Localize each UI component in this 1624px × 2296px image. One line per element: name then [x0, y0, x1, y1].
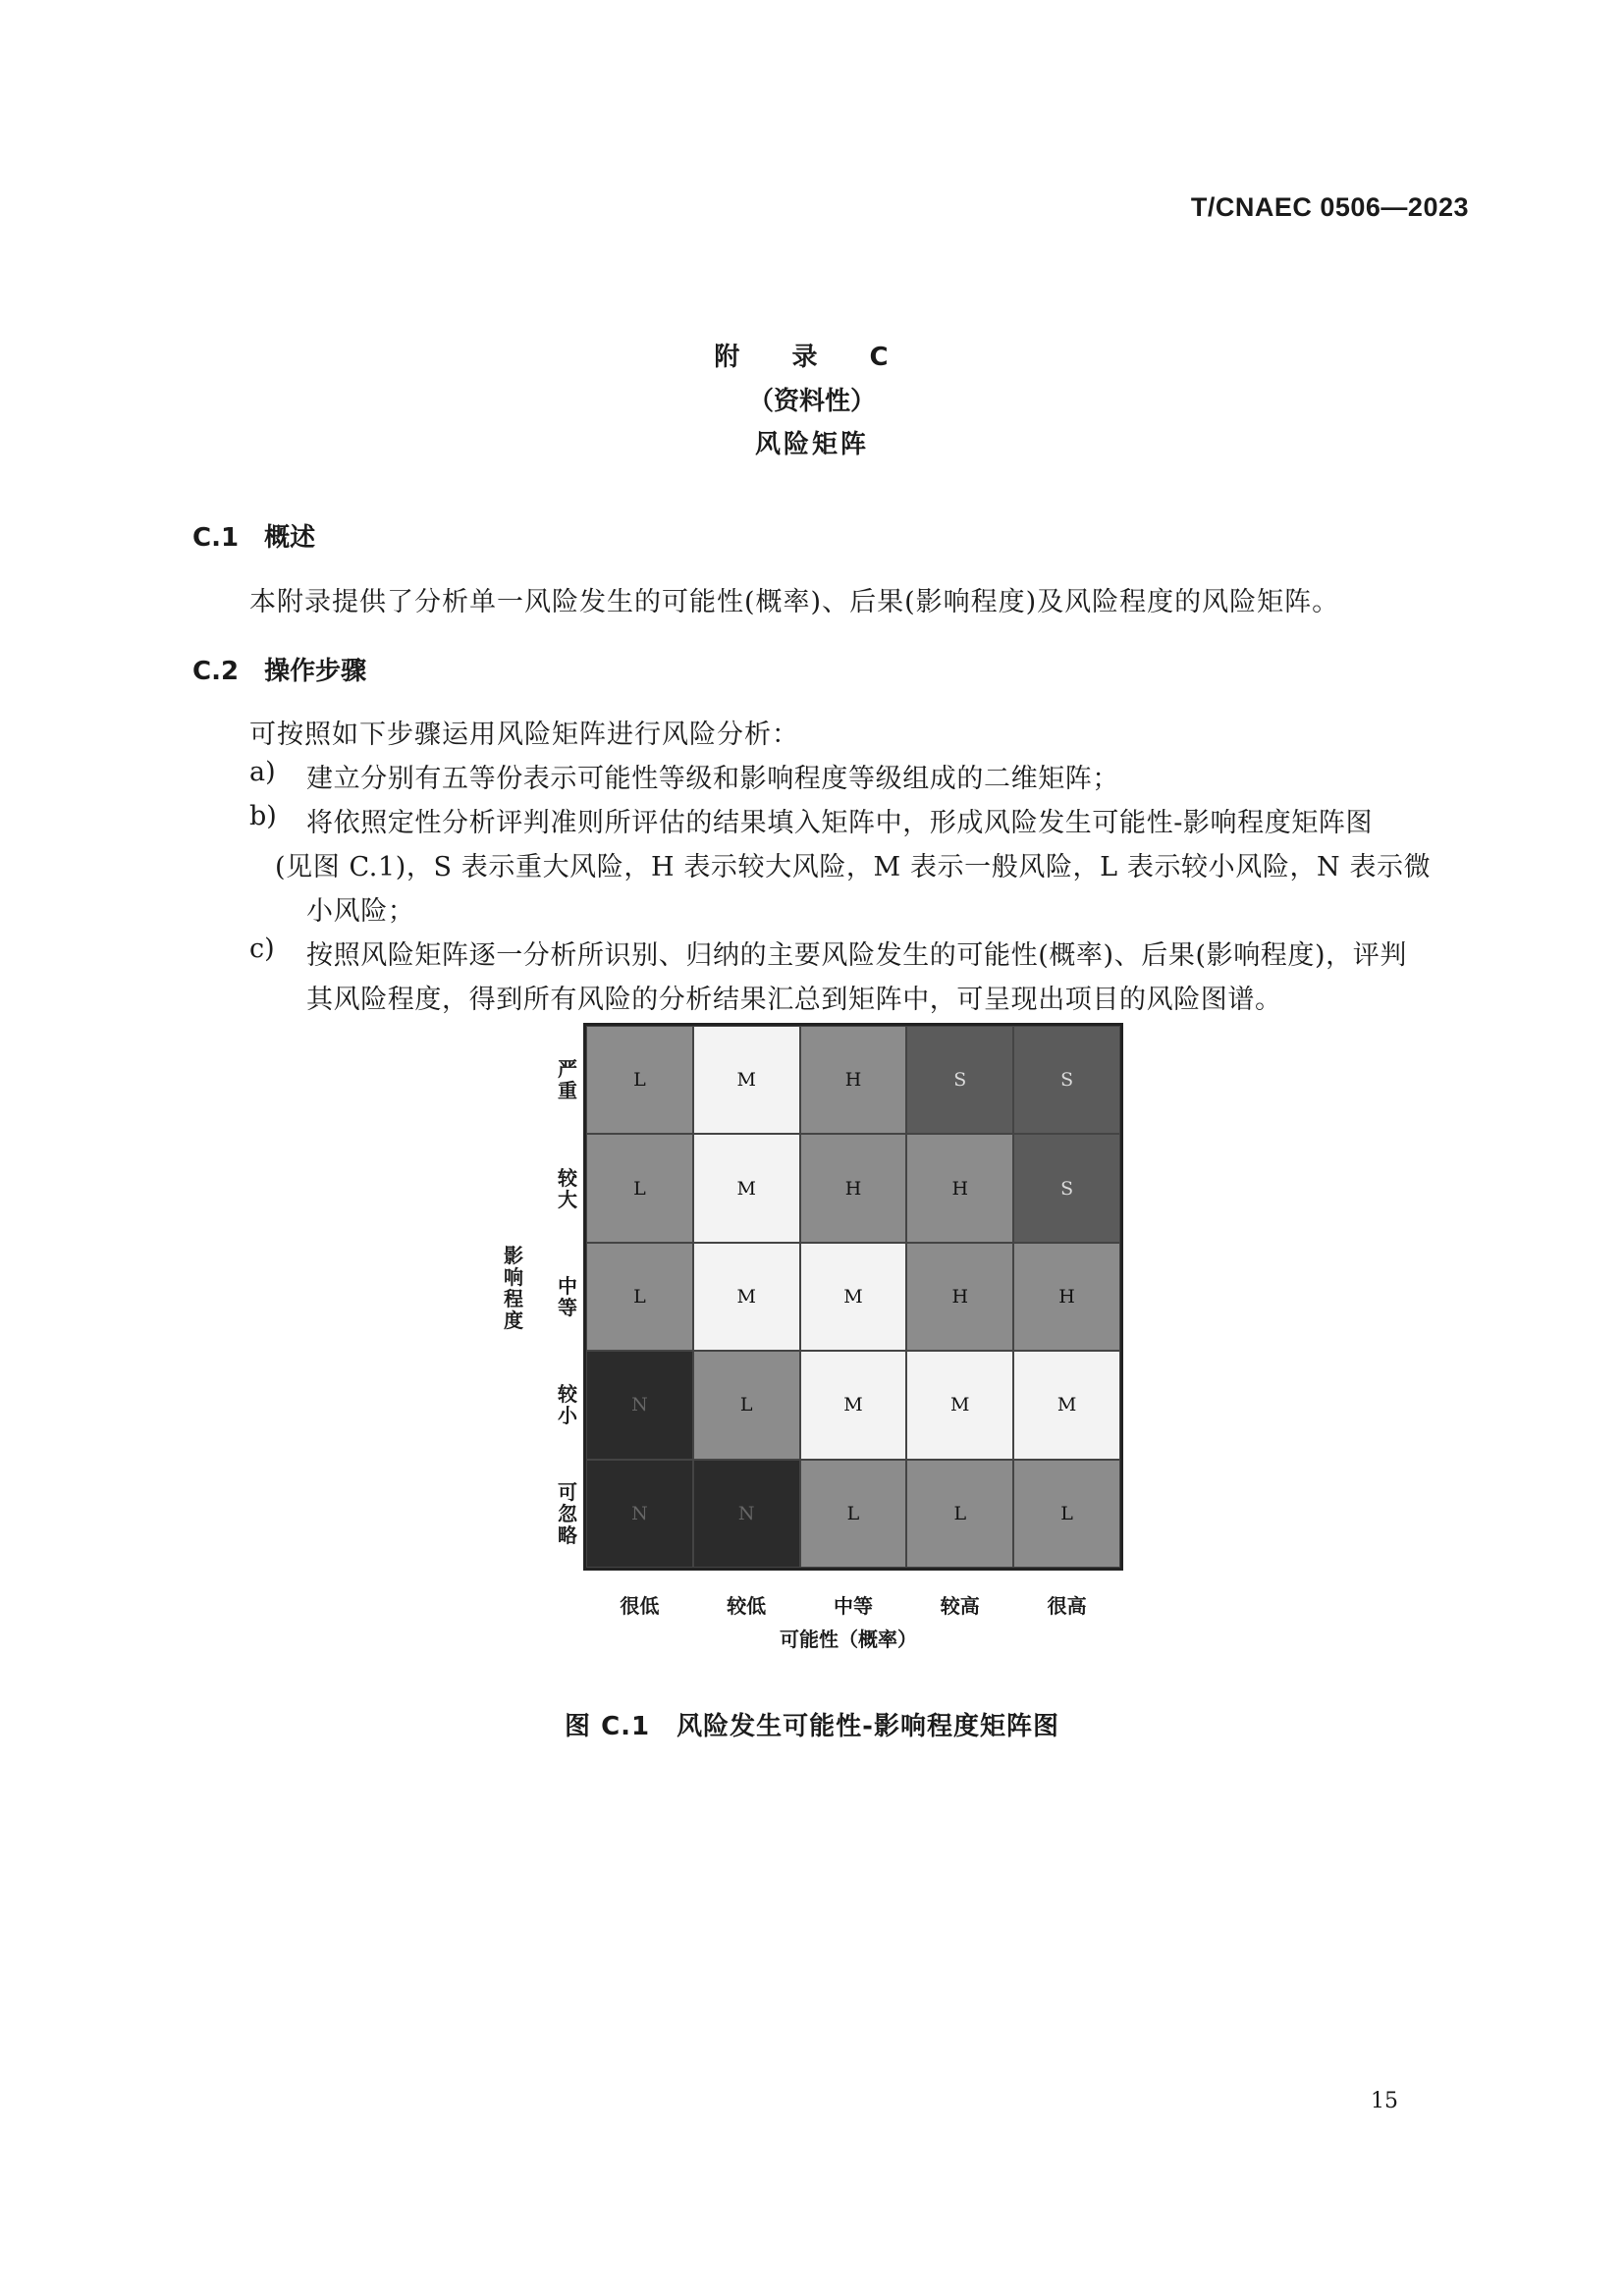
section-heading — [192, 651, 366, 687]
x-level-label: 很低 — [620, 1594, 660, 1618]
matrix-cell: M — [1013, 1351, 1120, 1459]
matrix-cell: M — [800, 1243, 907, 1351]
x-level-label: 很高 — [1047, 1594, 1087, 1618]
x-level-label: 较低 — [727, 1594, 767, 1618]
list-item-text: 按照风险矩阵逐一分析所识别、归纳的主要风险发生的可能性(概率)、后果(影响程度)，评判 其风险程度，得到所有风险的分析结果汇总到矩阵中，可呈现出项目的风险图谱。 — [306, 940, 1407, 1015]
list-item-label: a) — [249, 757, 276, 787]
appendix-title: 风险矩阵 — [754, 430, 869, 459]
matrix-cell: M — [800, 1351, 907, 1459]
appendix-label: 附 录 C — [714, 343, 910, 372]
matrix-cell: N — [586, 1351, 693, 1459]
matrix-cell: N — [586, 1460, 693, 1568]
matrix-cell: M — [693, 1026, 800, 1134]
section-title: 操作步骤 — [264, 657, 367, 686]
x-level-label: 较高 — [940, 1594, 980, 1618]
matrix-cell: M — [693, 1134, 800, 1242]
list-item-label: c) — [249, 934, 275, 964]
list-item-label: b) — [249, 801, 277, 831]
matrix-cell: H — [906, 1134, 1013, 1242]
section-title: 概述 — [264, 523, 316, 553]
x-axis-title: 可能性（概率） — [780, 1628, 917, 1651]
section-heading — [192, 517, 315, 554]
matrix-cell: N — [693, 1460, 800, 1568]
matrix-cell: H — [800, 1026, 907, 1134]
y-axis-title: 影响程度 — [504, 1244, 523, 1332]
figure-caption: 图 C.1 风险发生可能性-影响程度矩阵图 — [565, 1712, 1059, 1741]
matrix-cell: M — [906, 1351, 1013, 1459]
matrix-cell: H — [1013, 1243, 1120, 1351]
y-level-label: 较大 — [558, 1165, 577, 1211]
y-level-label: 中等 — [558, 1274, 577, 1319]
x-level-label: 中等 — [834, 1594, 873, 1618]
matrix-cell: L — [1013, 1460, 1120, 1568]
matrix-cell: S — [906, 1026, 1013, 1134]
matrix-cell: S — [1013, 1134, 1120, 1242]
matrix-cell: L — [800, 1460, 907, 1568]
section-number: C.2 — [192, 657, 240, 686]
y-level-label: 较小 — [558, 1382, 577, 1428]
matrix-cell: L — [693, 1351, 800, 1459]
matrix-cell: L — [586, 1026, 693, 1134]
matrix-cell: H — [800, 1134, 907, 1242]
matrix-cell: L — [586, 1134, 693, 1242]
matrix-cell: L — [906, 1460, 1013, 1568]
risk-matrix — [583, 1023, 1123, 1571]
paragraph: 本附录提供了分析单一风险发生的可能性(概率)、后果(影响程度)及风险程度的风险矩阵。 — [249, 587, 1340, 617]
paragraph: 可按照如下步骤运用风险矩阵进行风险分析： — [249, 720, 799, 750]
matrix-cell: M — [693, 1243, 800, 1351]
matrix-cell: H — [906, 1243, 1013, 1351]
page-number: 15 — [1371, 2089, 1398, 2113]
y-level-label: 严重 — [558, 1057, 577, 1103]
standard-code: T/CNAEC 0506—2023 — [1190, 192, 1469, 222]
list-item-text: 将依照定性分析评判准则所评估的结果填入矩阵中，形成风险发生可能性-影响程度矩阵图 (见图 C.1)，S 表示重大风险，H 表示较大风险，M 表示一般风险，L 表示较小风险，N 表示微 小风险； — [275, 808, 1432, 927]
section-number: C.1 — [192, 523, 240, 553]
y-level-label: 可忽略 — [558, 1479, 577, 1547]
appendix-nature: （资料性） — [747, 387, 876, 416]
matrix-cell: S — [1013, 1026, 1120, 1134]
matrix-cell: L — [586, 1243, 693, 1351]
list-item-text: 建立分别有五等份表示可能性等级和影响程度等级组成的二维矩阵； — [306, 764, 1119, 794]
